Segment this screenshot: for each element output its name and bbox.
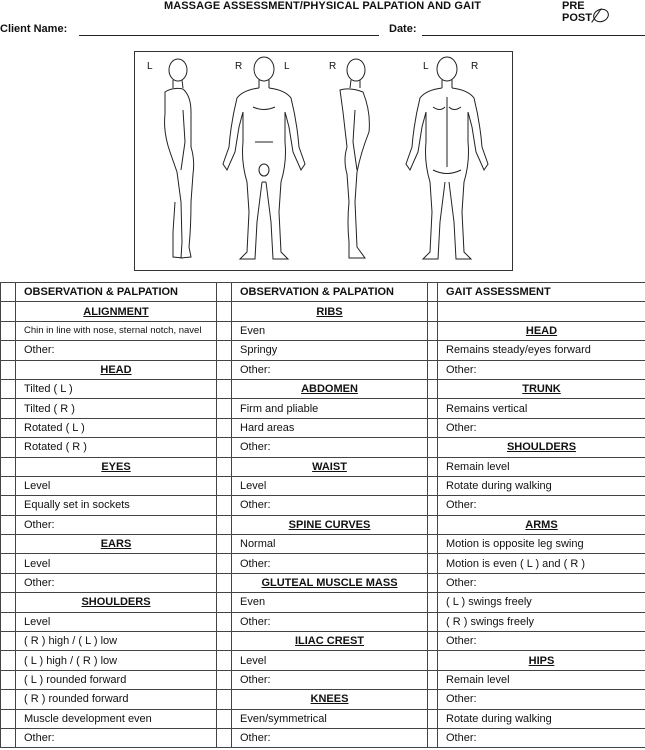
item-label: Remain level <box>438 457 645 476</box>
figure-label: L <box>147 61 153 72</box>
checkbox-cell[interactable] <box>428 709 438 728</box>
section-spacer <box>1 360 16 379</box>
item-label: Springy <box>232 341 428 360</box>
item-label: Rotated ( R ) <box>16 438 217 457</box>
table-row <box>1 728 645 747</box>
client-name-field[interactable] <box>79 35 379 36</box>
checkbox-cell[interactable] <box>1 709 16 728</box>
item-label: Other: <box>232 496 428 515</box>
item-label: Even <box>232 321 428 340</box>
section-heading: HIPS <box>438 651 645 670</box>
item-label: Motion is even ( L ) and ( R ) <box>438 554 645 573</box>
section-spacer <box>428 515 438 534</box>
back-view-icon <box>406 57 488 259</box>
item-label: Rotate during walking <box>438 709 645 728</box>
column-header: GAIT ASSESSMENT <box>438 283 645 302</box>
checkbox-cell[interactable] <box>1 418 16 437</box>
item-label: Other: <box>16 728 217 747</box>
checkbox-cell[interactable] <box>428 573 438 592</box>
checkbox-cell[interactable] <box>1 476 16 495</box>
checkbox-cell[interactable] <box>217 399 232 418</box>
table-row <box>1 418 645 437</box>
checkbox-cell[interactable] <box>1 341 16 360</box>
item-label: ( R ) rounded forward <box>16 690 217 709</box>
table-header-row <box>1 283 645 302</box>
section-spacer <box>217 515 232 534</box>
figure-label: R <box>471 61 479 72</box>
checkbox-cell[interactable] <box>1 612 16 631</box>
item-label: Chin in line with nose, sternal notch, navel <box>16 321 217 340</box>
item-label: Even <box>232 593 428 612</box>
side-view-left-icon <box>165 59 194 258</box>
column-header: OBSERVATION & PALPATION <box>232 283 428 302</box>
section-spacer <box>428 321 438 340</box>
checkbox-cell[interactable] <box>217 728 232 747</box>
checkbox-cell[interactable] <box>217 535 232 554</box>
table-body <box>1 302 645 748</box>
table-row <box>1 535 645 554</box>
column-header: OBSERVATION & PALPATION <box>16 283 217 302</box>
item-label: Remains vertical <box>438 399 645 418</box>
section-spacer <box>217 632 232 651</box>
checkbox-cell[interactable] <box>428 399 438 418</box>
checkbox-cell[interactable] <box>428 554 438 573</box>
table-row <box>1 496 645 515</box>
section-heading: EARS <box>16 535 217 554</box>
checkbox-cell[interactable] <box>428 632 438 651</box>
table-row <box>1 612 645 631</box>
item-label: Even/symmetrical <box>232 709 428 728</box>
table-row <box>1 593 645 612</box>
item-label: Hard areas <box>232 418 428 437</box>
checkbox-cell[interactable] <box>217 321 232 340</box>
checkbox-cell[interactable] <box>428 476 438 495</box>
checkbox-cell[interactable] <box>217 709 232 728</box>
checkbox-cell[interactable] <box>428 360 438 379</box>
section-heading: TRUNK <box>438 379 645 398</box>
item-label: Level <box>16 476 217 495</box>
item-label: Level <box>16 612 217 631</box>
checkbox-cell[interactable] <box>1 438 16 457</box>
section-heading: RIBS <box>232 302 428 321</box>
pre-label[interactable]: PRE <box>562 0 585 12</box>
item-label: Other: <box>232 360 428 379</box>
checkbox-cell[interactable] <box>428 418 438 437</box>
item-label: Other: <box>16 341 217 360</box>
body-outlines-icon <box>135 52 512 270</box>
checkbox-cell[interactable] <box>428 496 438 515</box>
section-spacer <box>1 457 16 476</box>
item-label: Normal <box>232 535 428 554</box>
checkbox-cell[interactable] <box>217 612 232 631</box>
table-row <box>1 690 645 709</box>
item-label: Other: <box>438 573 645 592</box>
item-label: Other: <box>16 515 217 534</box>
item-label: Muscle development even <box>16 709 217 728</box>
checkbox-cell[interactable] <box>217 476 232 495</box>
item-label: Rotated ( L ) <box>16 418 217 437</box>
figure-label: R <box>235 61 243 72</box>
section-heading: SHOULDERS <box>16 593 217 612</box>
section-spacer <box>428 379 438 398</box>
checkbox-cell[interactable] <box>217 360 232 379</box>
table-row <box>1 709 645 728</box>
checkbox-cell[interactable] <box>217 496 232 515</box>
empty-cell <box>438 302 645 321</box>
table-row <box>1 573 645 592</box>
table-row <box>1 341 645 360</box>
checkbox-cell[interactable] <box>1 651 16 670</box>
pre-post-label <box>562 0 592 24</box>
section-heading: GLUTEAL MUSCLE MASS <box>232 573 428 592</box>
checkbox-cell[interactable] <box>217 418 232 437</box>
checkbox-cell[interactable] <box>1 670 16 689</box>
section-spacer <box>217 573 232 592</box>
form-title: MASSAGE ASSESSMENT/PHYSICAL PALPATION AND GAIT <box>163 0 482 12</box>
table-row <box>1 670 645 689</box>
item-label: Rotate during walking <box>438 476 645 495</box>
table-row <box>1 399 645 418</box>
checkbox-cell[interactable] <box>217 341 232 360</box>
section-spacer <box>1 593 16 612</box>
section-spacer <box>428 651 438 670</box>
item-label: Motion is opposite leg swing <box>438 535 645 554</box>
date-label: Date: <box>389 23 417 35</box>
checkbox-cell[interactable] <box>217 593 232 612</box>
item-label: Level <box>16 554 217 573</box>
table-row <box>1 632 645 651</box>
item-label: ( L ) rounded forward <box>16 670 217 689</box>
figure-label: L <box>284 61 290 72</box>
item-label: Tilted ( R ) <box>16 399 217 418</box>
table-row <box>1 515 645 534</box>
checkbox-cell[interactable] <box>428 690 438 709</box>
item-label: Equally set in sockets <box>16 496 217 515</box>
checkbox-cell[interactable] <box>217 554 232 573</box>
figure-label: R <box>329 61 337 72</box>
section-heading: ILIAC CREST <box>232 632 428 651</box>
section-spacer <box>1 535 16 554</box>
post-label[interactable]: POST <box>562 12 592 24</box>
table-row <box>1 321 645 340</box>
section-heading: EYES <box>16 457 217 476</box>
checkbox-cell[interactable] <box>428 302 438 321</box>
checkbox-cell[interactable] <box>217 651 232 670</box>
table-row <box>1 457 645 476</box>
section-heading: SHOULDERS <box>438 438 645 457</box>
item-label: Other: <box>232 612 428 631</box>
checkbox-cell[interactable] <box>1 632 16 651</box>
section-heading: ALIGNMENT <box>16 302 217 321</box>
checkbox-cell[interactable] <box>217 438 232 457</box>
item-label: Other: <box>232 728 428 747</box>
item-label: Remains steady/eyes forward <box>438 341 645 360</box>
section-spacer <box>217 302 232 321</box>
item-label: Level <box>232 476 428 495</box>
item-label: Other: <box>438 728 645 747</box>
section-spacer <box>217 379 232 398</box>
checkbox-cell[interactable] <box>1 573 16 592</box>
item-label: Other: <box>438 360 645 379</box>
checkbox-cell[interactable] <box>1 515 16 534</box>
checkbox-cell[interactable] <box>428 593 438 612</box>
table-row <box>1 438 645 457</box>
item-label: ( L ) high / ( R ) low <box>16 651 217 670</box>
checkbox-cell[interactable] <box>1 399 16 418</box>
table-row <box>1 379 645 398</box>
client-name-label: Client Name: <box>0 23 68 35</box>
section-spacer <box>217 457 232 476</box>
table-row <box>1 302 645 321</box>
section-heading: ABDOMEN <box>232 379 428 398</box>
section-spacer <box>217 690 232 709</box>
body-diagram <box>134 51 513 271</box>
section-spacer <box>1 302 16 321</box>
item-label: Other: <box>438 632 645 651</box>
section-heading: HEAD <box>16 360 217 379</box>
checkbox-cell[interactable] <box>217 670 232 689</box>
checkbox-cell[interactable] <box>428 341 438 360</box>
item-label: Other: <box>438 418 645 437</box>
checkbox-cell[interactable] <box>428 535 438 554</box>
table-row <box>1 360 645 379</box>
section-heading: SPINE CURVES <box>232 515 428 534</box>
item-label: Firm and pliable <box>232 399 428 418</box>
checkbox-cell[interactable] <box>1 321 16 340</box>
item-label: ( R ) swings freely <box>438 612 645 631</box>
checkbox-cell[interactable] <box>1 554 16 573</box>
checkbox-cell[interactable] <box>1 690 16 709</box>
checkbox-cell[interactable] <box>428 728 438 747</box>
section-heading: KNEES <box>232 690 428 709</box>
checkbox-cell[interactable] <box>1 379 16 398</box>
item-label: ( L ) swings freely <box>438 593 645 612</box>
section-heading: WAIST <box>232 457 428 476</box>
checkbox-cell[interactable] <box>428 670 438 689</box>
item-label: Other: <box>232 554 428 573</box>
item-label: Other: <box>232 438 428 457</box>
checkbox-cell[interactable] <box>428 612 438 631</box>
table-row <box>1 554 645 573</box>
assessment-table <box>0 282 645 748</box>
item-label: Other: <box>438 690 645 709</box>
section-heading: ARMS <box>438 515 645 534</box>
item-label: Other: <box>16 573 217 592</box>
front-view-icon <box>223 57 305 259</box>
table-row <box>1 476 645 495</box>
item-label: Remain level <box>438 670 645 689</box>
item-label: Tilted ( L ) <box>16 379 217 398</box>
side-view-right-icon <box>340 59 369 258</box>
figure-label: L <box>423 61 429 72</box>
item-label: Other: <box>232 670 428 689</box>
item-label: ( R ) high / ( L ) low <box>16 632 217 651</box>
section-spacer <box>428 438 438 457</box>
checkbox-cell[interactable] <box>428 457 438 476</box>
item-label: Level <box>232 651 428 670</box>
checkbox-cell[interactable] <box>1 728 16 747</box>
section-heading: HEAD <box>438 321 645 340</box>
item-label: Other: <box>438 496 645 515</box>
checkbox-cell[interactable] <box>1 496 16 515</box>
date-field[interactable] <box>422 35 645 36</box>
table-row <box>1 651 645 670</box>
